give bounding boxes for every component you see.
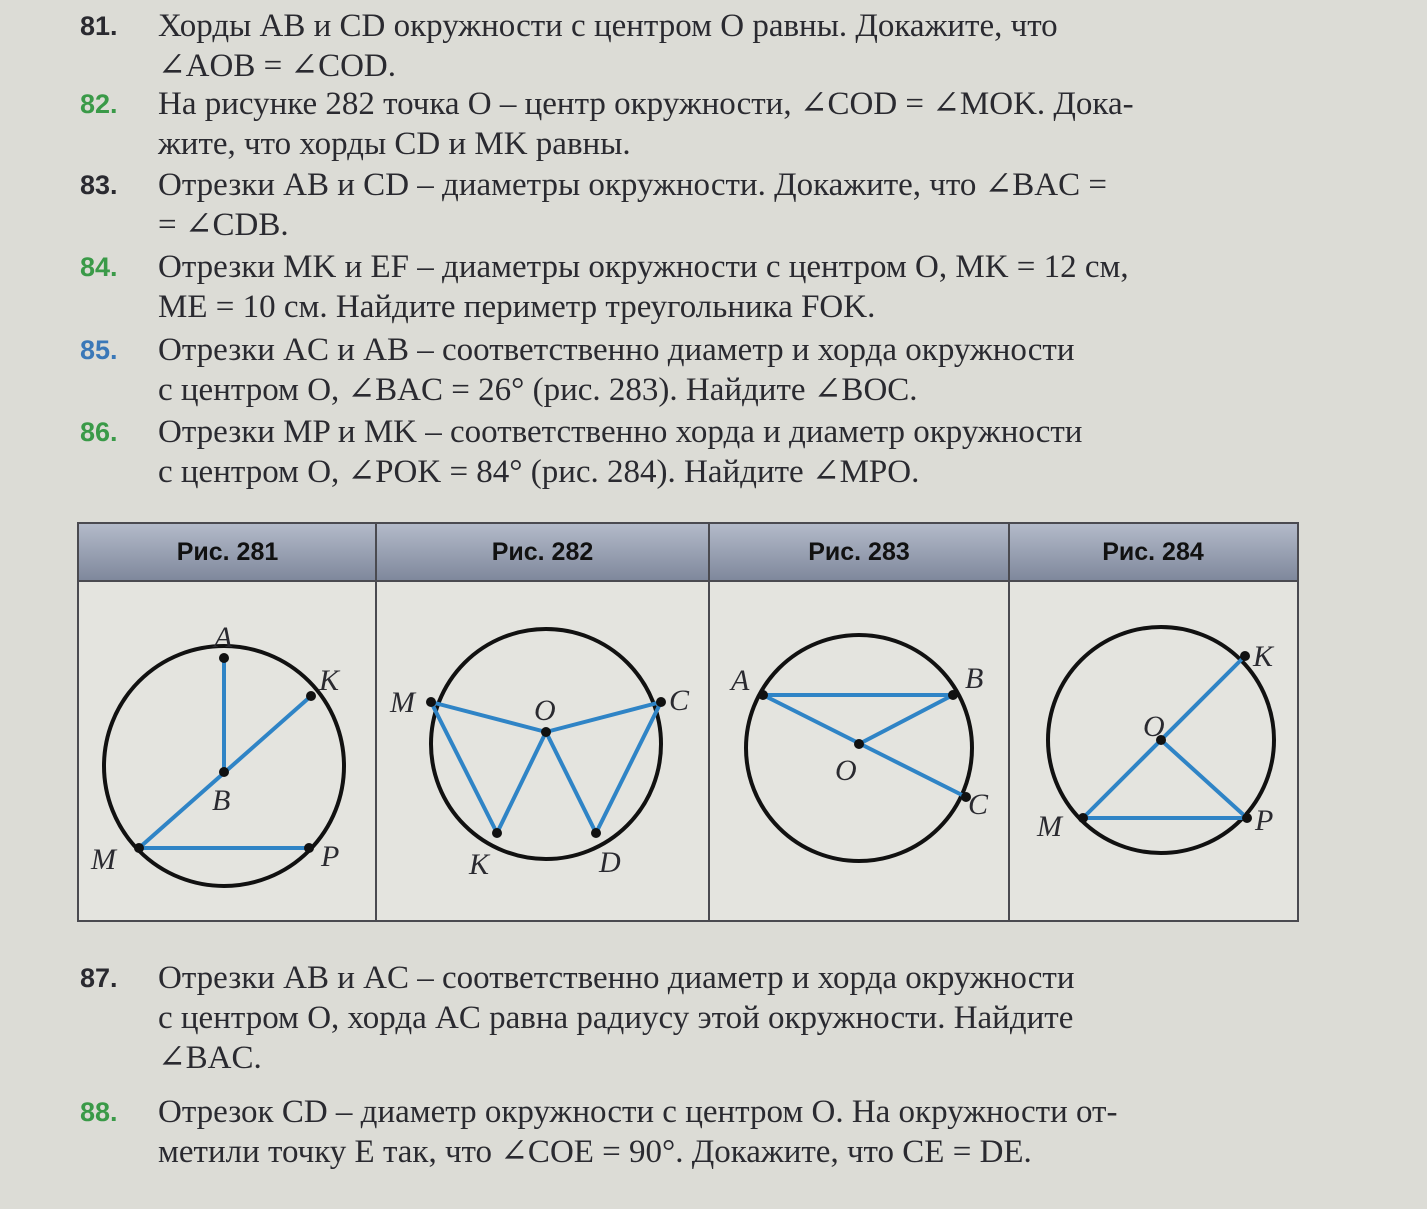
label-o: O	[835, 754, 857, 787]
problem-number: 83.	[80, 170, 118, 200]
label-p: P	[321, 840, 340, 873]
label-o: O	[534, 694, 556, 727]
segment-ac	[763, 695, 966, 797]
segment-co	[546, 702, 661, 732]
segment-op	[1161, 740, 1247, 818]
figure-282	[431, 629, 661, 859]
point-m	[1078, 813, 1088, 823]
problem-84	[80, 247, 1290, 327]
problem-number: 81.	[80, 11, 118, 41]
segment-cd	[596, 702, 661, 833]
problem-line: Отрезок CD – диаметр окружности с центром O. На окружности от-	[158, 1094, 1118, 1130]
problem-line: с центром O, ∠BAC = 26° (рис. 283). Найдите ∠BOC.	[158, 372, 918, 408]
figure-caption-282: Рис. 282	[491, 538, 594, 566]
problem-line: Отрезки MK и EF – диаметры окружности с центром O, MK = 12 см,	[158, 249, 1129, 285]
point-c	[656, 697, 666, 707]
circle	[431, 629, 661, 859]
label-m: M	[91, 843, 116, 876]
problem-line: с центром O, ∠POK = 84° (рис. 284). Найдите ∠MPO.	[158, 454, 920, 490]
point-p	[1242, 813, 1252, 823]
problem-82	[80, 84, 1290, 164]
problem-line: Отрезки AB и AC – соответственно диаметр и хорда окружности	[158, 960, 1075, 996]
figures-drawing	[79, 524, 1297, 920]
problem-line: ∠AOB = ∠COD.	[158, 48, 397, 84]
problem-text	[158, 958, 1290, 1078]
problem-line: жите, что хорды CD и MK равны.	[158, 126, 631, 162]
segment-od	[546, 732, 596, 833]
label-b: B	[212, 784, 231, 817]
problem-number: 85.	[80, 335, 118, 365]
problem-text	[158, 330, 1290, 410]
point-o	[541, 727, 551, 737]
problem-88	[80, 1092, 1290, 1172]
problem-line: ME = 10 см. Найдите периметр треугольника FOK.	[158, 289, 876, 325]
label-c: C	[968, 788, 989, 821]
problem-line: ∠BAC.	[158, 1040, 262, 1076]
point-k	[492, 828, 502, 838]
label-m: M	[390, 686, 415, 719]
problem-text	[158, 1092, 1290, 1172]
problem-number: 88.	[80, 1097, 118, 1127]
label-b: B	[965, 662, 984, 695]
figure-caption-283: Рис. 283	[808, 538, 910, 566]
point-k	[306, 691, 316, 701]
point-k	[1240, 651, 1250, 661]
label-k: K	[1253, 640, 1274, 673]
point-p	[304, 843, 314, 853]
problem-87	[80, 958, 1290, 1078]
label-k: K	[319, 664, 340, 697]
point-d	[591, 828, 601, 838]
point-a	[758, 690, 768, 700]
problem-text	[158, 165, 1290, 245]
problem-number: 84.	[80, 252, 118, 282]
figure-caption-284: Рис. 284	[1102, 538, 1204, 566]
point-m	[426, 697, 436, 707]
problem-line: Отрезки AC и AB – соответственно диаметр и хорда окружности	[158, 332, 1075, 368]
label-m: M	[1037, 810, 1062, 843]
problem-text	[158, 6, 1290, 86]
segment-ok	[497, 732, 546, 833]
problem-line: с центром O, хорда AC равна радиусу этой окружности. Найдите	[158, 1000, 1074, 1036]
point-b	[948, 690, 958, 700]
point-m	[134, 843, 144, 853]
problem-number: 86.	[80, 417, 118, 447]
problem-line: На рисунке 282 точка O – центр окружности, ∠COD = ∠MOK. Дока-	[158, 86, 1134, 122]
label-a: A	[214, 621, 233, 654]
segment-ob	[859, 695, 953, 744]
label-p: P	[1255, 804, 1274, 837]
label-k: K	[469, 848, 490, 881]
problem-number: 82.	[80, 89, 118, 119]
problem-line: Хорды AB и CD окружности с центром O равны. Докажите, что	[158, 8, 1058, 44]
problem-line: = ∠CDB.	[158, 207, 289, 243]
segment-mo	[431, 702, 546, 732]
label-a: A	[731, 664, 750, 697]
problem-text	[158, 247, 1290, 327]
problem-81	[80, 6, 1290, 86]
problem-86	[80, 412, 1290, 492]
label-d: D	[599, 846, 621, 879]
problem-number: 87.	[80, 963, 118, 993]
segment-mk	[431, 702, 497, 833]
label-c: C	[669, 684, 690, 717]
problem-line: Отрезки MP и MK – соответственно хорда и диаметр окружности	[158, 414, 1083, 450]
problem-83	[80, 165, 1290, 245]
label-o: O	[1143, 710, 1165, 743]
problem-85	[80, 330, 1290, 410]
point-o	[854, 739, 864, 749]
problem-line: Отрезки AB и CD – диаметры окружности. Докажите, что ∠BAC =	[158, 167, 1107, 203]
point-b	[219, 767, 229, 777]
figures-table	[77, 522, 1299, 922]
problem-text	[158, 84, 1290, 164]
point-a	[219, 653, 229, 663]
figure-caption-281: Рис. 281	[176, 538, 279, 566]
problem-text	[158, 412, 1290, 492]
problem-line: метили точку E так, что ∠COE = 90°. Докажите, что CE = DE.	[158, 1134, 1032, 1170]
